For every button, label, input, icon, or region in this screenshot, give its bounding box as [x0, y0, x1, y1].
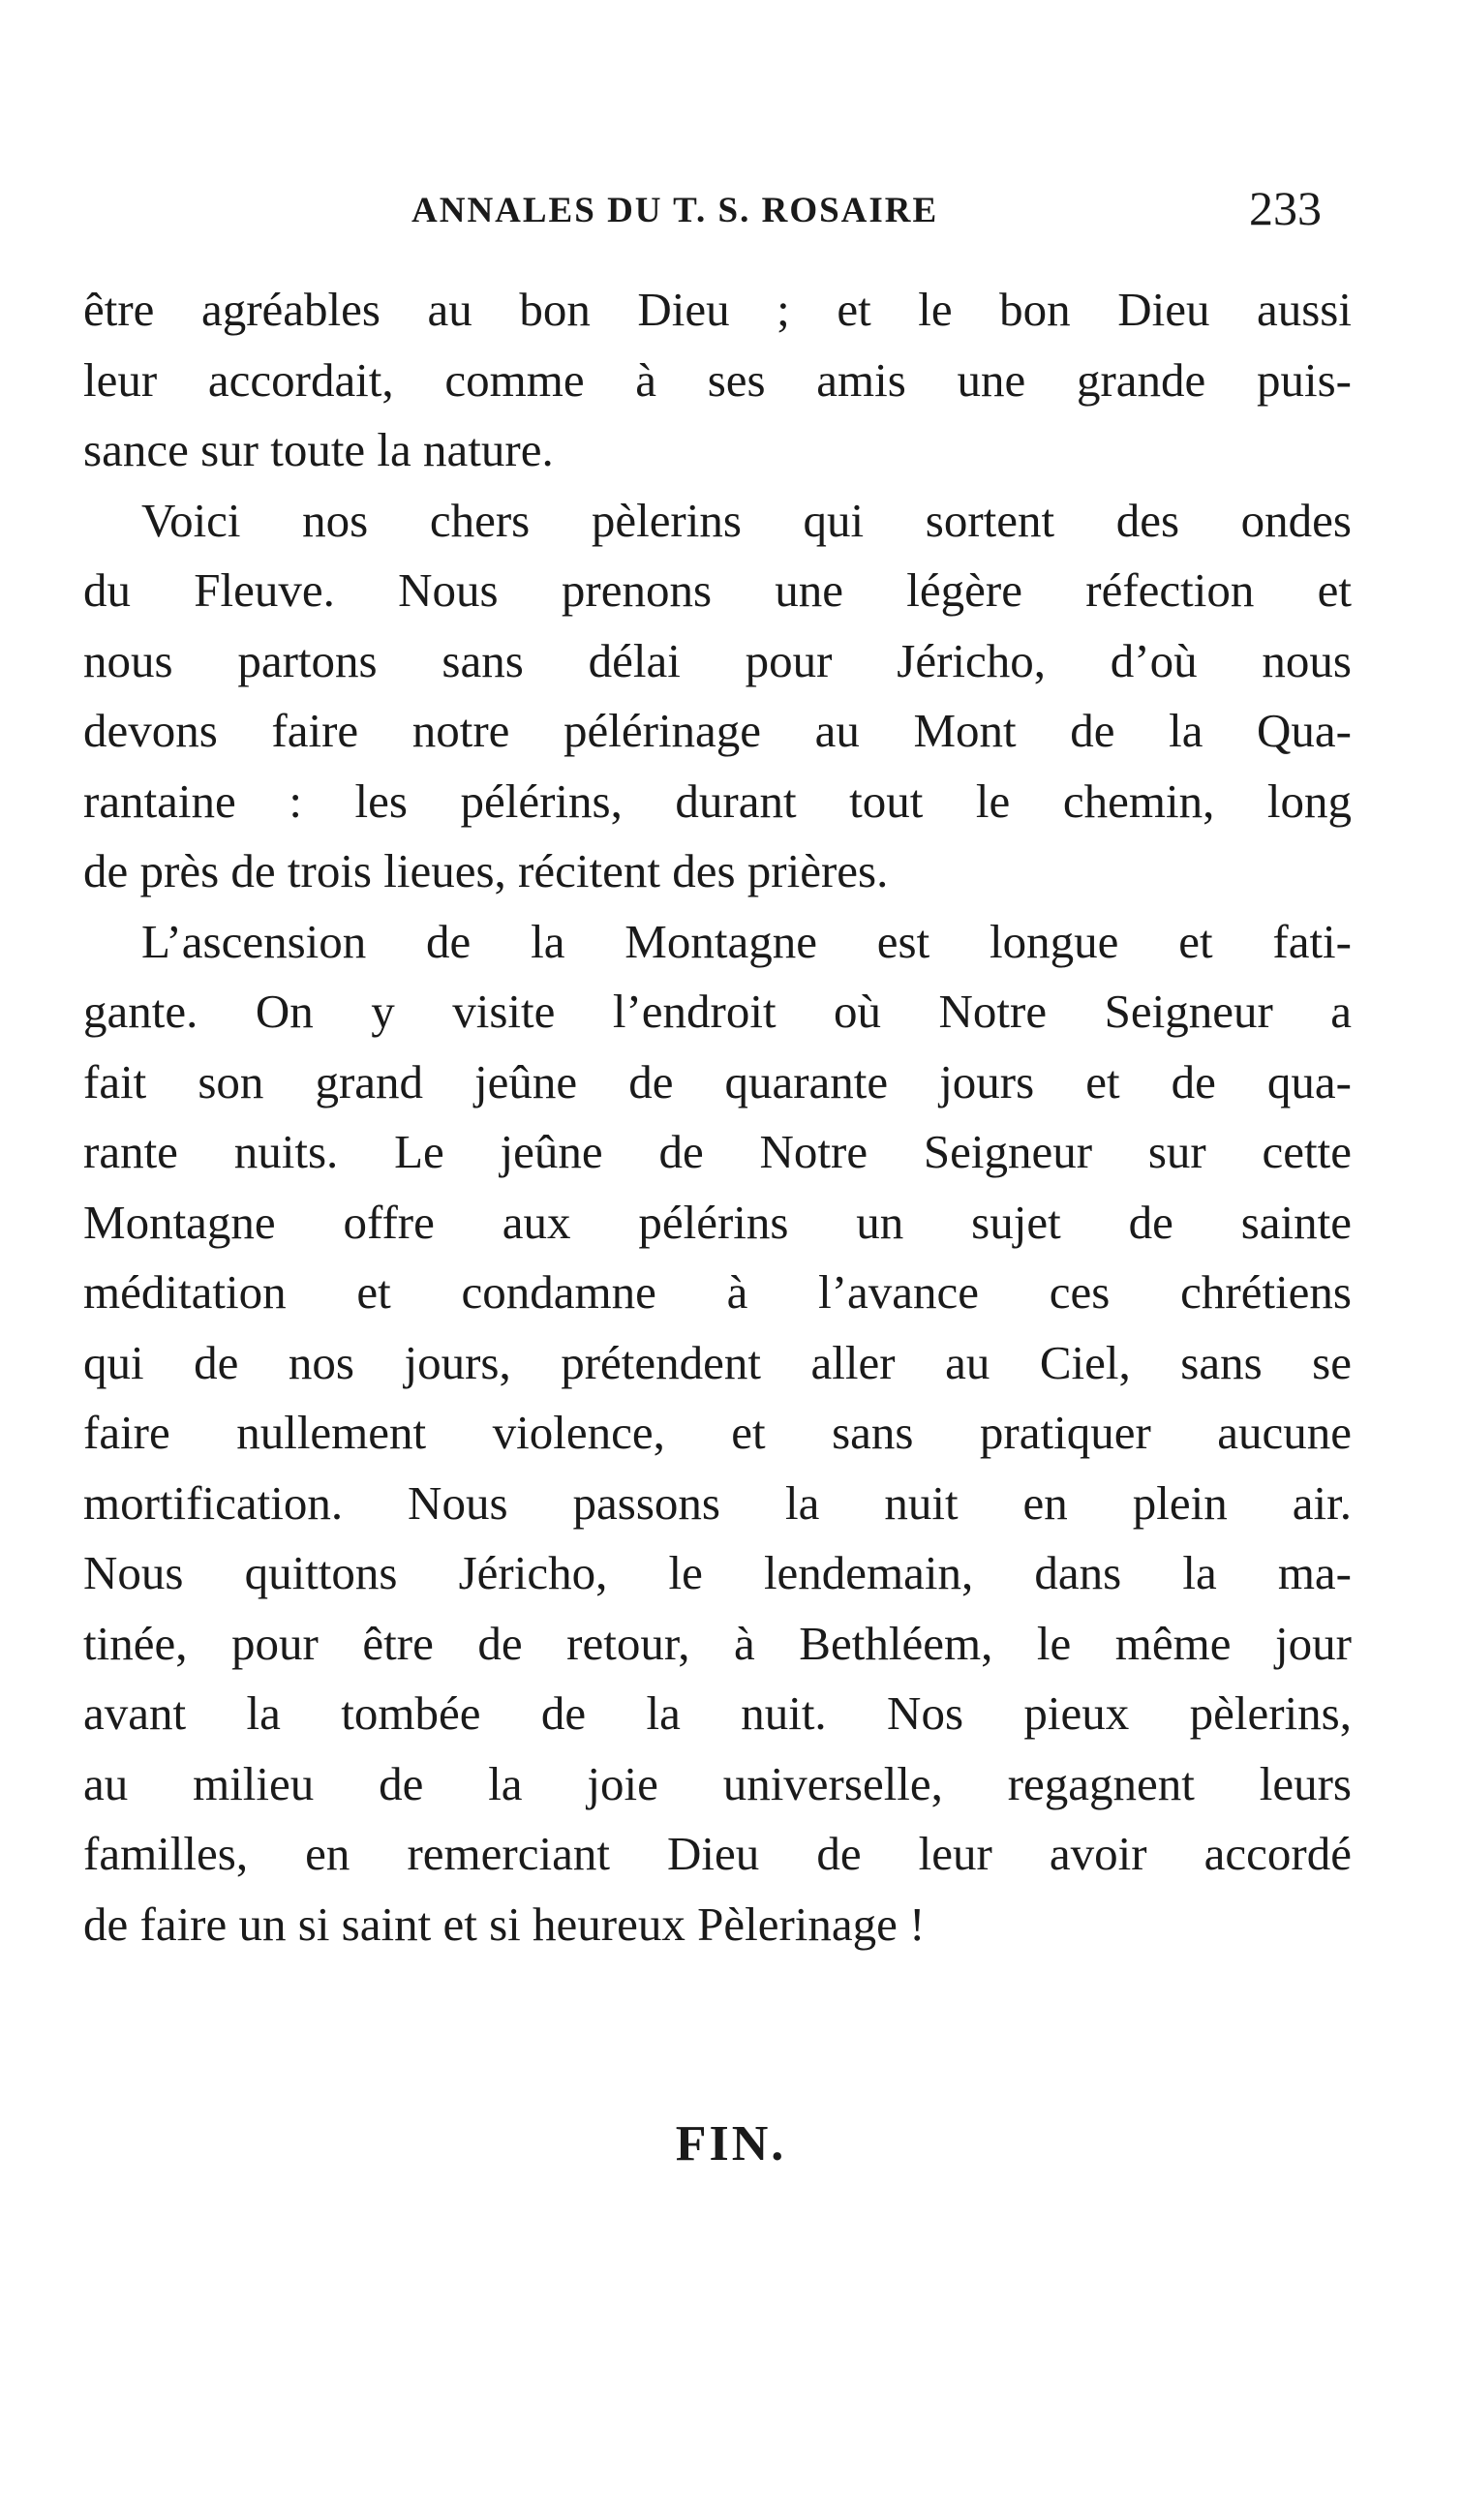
- text-line: fait son grand jeûne de quarante jours et de qua-: [83, 1054, 1352, 1108]
- text-line: nous partons sans délai pour Jéricho, d’où nous: [83, 633, 1352, 687]
- text-line: tinée, pour être de retour, à Bethléem, le même jour: [83, 1616, 1352, 1670]
- text-line: être agréables au bon Dieu ; et le bon Dieu aussi: [83, 283, 1352, 336]
- paragraph-3: [83, 907, 1352, 1960]
- text-line: qui de nos jours, prétendent aller au Ciel, sans se: [83, 1335, 1352, 1389]
- text-line: leur accordait, comme à ses amis une grande puis-: [83, 352, 1352, 407]
- page-number: 233: [1249, 181, 1322, 235]
- text-line: devons faire notre pélérinage au Mont de la Qua-: [83, 704, 1352, 757]
- text-line: rantaine : les pélérins, durant tout le chemin, long: [83, 774, 1352, 828]
- text-line: au milieu de la joie universelle, regagnent leurs: [83, 1756, 1352, 1810]
- text-line: de près de trois lieues, récitent des prières.: [83, 844, 889, 897]
- running-title: ANNALES DU T. S. ROSAIRE: [411, 191, 939, 230]
- paragraph-2: [83, 486, 1352, 907]
- body-text: [83, 275, 1352, 1959]
- text-line: faire nullement violence, et sans pratiquer aucune: [83, 1406, 1352, 1459]
- text-line: Nous quittons Jéricho, le lendemain, dans la ma-: [83, 1546, 1352, 1599]
- text-line: L’ascension de la Montagne est longue et fati-: [141, 914, 1352, 968]
- text-line: de faire un si saint et si heureux Pèlerinage !: [83, 1897, 926, 1951]
- text-line: familles, en remerciant Dieu de leur avoir accordé: [83, 1827, 1352, 1880]
- text-line: mortification. Nous passons la nuit en plein air.: [83, 1475, 1352, 1530]
- text-line: gante. On y visite l’endroit où Notre Seigneur a: [83, 985, 1352, 1038]
- text-line: avant la tombée de la nuit. Nos pieux pèlerins,: [83, 1686, 1352, 1740]
- end-mark: FIN.: [675, 2116, 787, 2171]
- text-line: Montagne offre aux pélérins un sujet de sainte: [83, 1195, 1352, 1249]
- text-line: sance sur toute la nature.: [83, 423, 554, 476]
- text-line: du Fleuve. Nous prenons une légère réfection et: [83, 563, 1352, 617]
- text-line: méditation et condamne à l’avance ces chrétiens: [83, 1265, 1352, 1319]
- text-line: rante nuits. Le jeûne de Notre Seigneur sur cette: [83, 1125, 1352, 1178]
- running-header: [0, 180, 1462, 238]
- paragraph-1: [83, 275, 1352, 486]
- text-line: Voici nos chers pèlerins qui sortent des ondes: [141, 493, 1352, 547]
